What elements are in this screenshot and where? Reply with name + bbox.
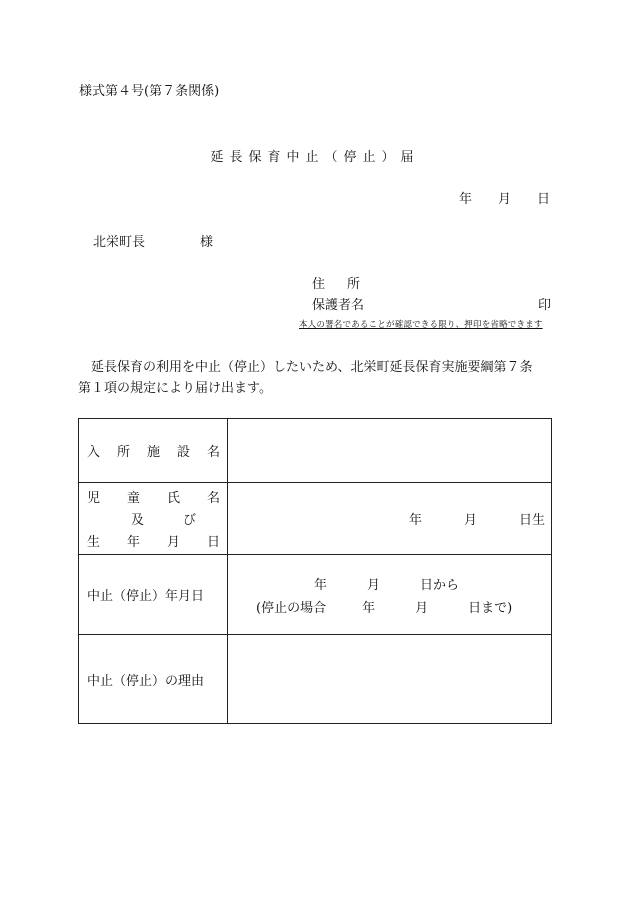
birth-date	[228, 509, 551, 528]
child-value-field[interactable]	[228, 483, 552, 555]
table-row-child	[79, 483, 552, 555]
table-row-reason	[79, 635, 552, 724]
table-row-facility	[79, 419, 552, 483]
date-day-label: 日	[536, 192, 550, 207]
stop-until-day: 日まで)	[468, 600, 513, 616]
birth-day-label: 日生	[518, 513, 545, 528]
child-label-char: 氏	[166, 491, 180, 506]
child-label-cell	[79, 483, 228, 555]
stop-from-year: 年	[314, 577, 328, 593]
facility-label-char: 入	[87, 445, 101, 460]
facility-value-field[interactable]	[228, 419, 552, 483]
address-label-2: 所	[347, 277, 361, 292]
address-label-1: 住	[312, 277, 326, 292]
guardian-name-label: 保護者名	[312, 298, 365, 313]
child-label-char: び	[182, 513, 196, 528]
form-number: 様式第４号(第７条関係)	[79, 84, 220, 99]
facility-label-char: 設	[176, 445, 190, 460]
addressee-name: 北栄町長	[93, 235, 146, 250]
stop-date-range	[228, 574, 551, 616]
child-label-line-2	[87, 509, 220, 528]
stop-until	[256, 597, 512, 616]
body-text	[78, 357, 558, 399]
facility-label-char: 施	[146, 445, 160, 460]
child-label-char: 及	[131, 513, 145, 528]
body-line-2: 第１項の規定により届け出ます。	[78, 381, 272, 396]
form-table	[78, 418, 552, 724]
addressee	[93, 231, 213, 250]
stop-until-year: 年	[362, 600, 376, 616]
stop-date-label-cell	[79, 555, 228, 635]
facility-label	[79, 441, 227, 460]
stop-from	[256, 574, 459, 593]
table-row-stop-date	[79, 555, 552, 635]
child-label-char: 童	[126, 491, 140, 506]
child-label-char: 月	[166, 535, 180, 550]
facility-label-cell	[79, 419, 228, 483]
seal-mark: 印	[538, 298, 552, 313]
reason-value-field[interactable]	[228, 635, 552, 724]
facility-label-char: 所	[116, 445, 130, 460]
child-label	[79, 483, 227, 554]
body-line-1: 延長保育の利用を中止（停止）したいため、北栄町延長保育実施要綱第７条	[91, 360, 533, 375]
stop-from-day: 日から	[420, 577, 460, 593]
submission-date	[433, 188, 550, 207]
child-label-line-3	[87, 531, 220, 550]
document-title: 延長保育中止（停止）届	[210, 150, 420, 165]
facility-label-char: 名	[206, 445, 220, 460]
signature-note: 本人の署名であることが確認できる限り、押印を省略できます	[299, 320, 543, 330]
address-label	[312, 273, 360, 292]
addressee-honorific: 様	[200, 235, 214, 250]
child-label-char: 生	[87, 535, 101, 550]
child-label-char: 児	[87, 491, 101, 506]
stop-from-month: 月	[367, 577, 381, 593]
reason-label: 中止（停止）の理由	[87, 673, 205, 689]
stop-date-label: 中止（停止）年月日	[87, 589, 205, 604]
stop-until-month: 月	[415, 600, 429, 616]
reason-label-cell	[79, 635, 228, 724]
child-label-char: 名	[206, 491, 220, 506]
stop-until-prefix: (停止の場合	[256, 600, 327, 616]
date-month-label: 月	[497, 192, 511, 207]
child-label-char: 年	[126, 535, 140, 550]
date-year-label: 年	[458, 192, 472, 207]
birth-year-label: 年	[408, 513, 422, 528]
stop-date-value-field[interactable]	[228, 555, 552, 635]
child-label-line-1	[87, 487, 220, 506]
birth-month-label: 月	[463, 513, 477, 528]
child-label-char: 日	[206, 535, 220, 550]
